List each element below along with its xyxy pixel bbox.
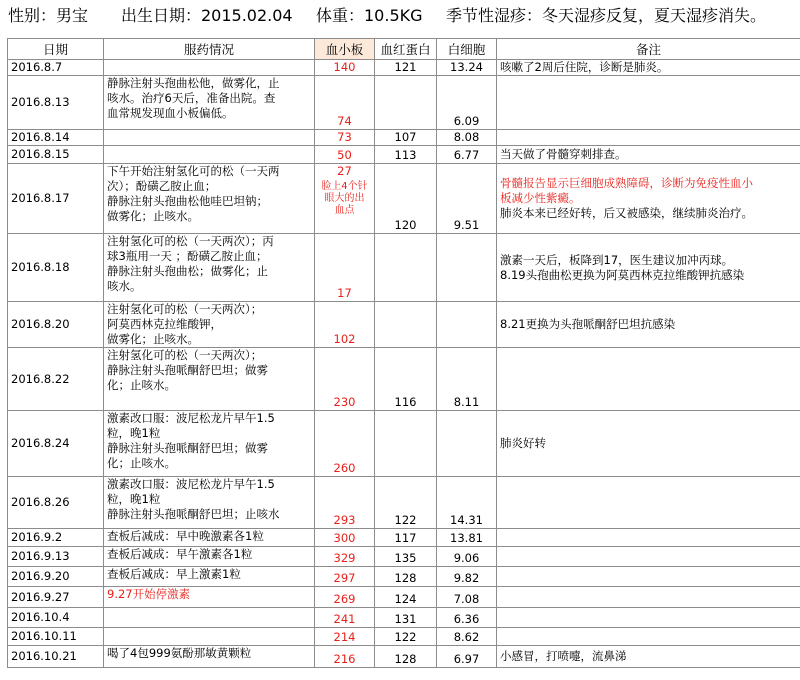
platelet-value: 297 bbox=[333, 571, 356, 585]
row-note bbox=[497, 547, 800, 567]
eczema-text: 季节性湿疹：冬天湿疹反复，夏天湿疹消失。 bbox=[446, 6, 767, 25]
row-platelet bbox=[315, 302, 375, 348]
row-platelet bbox=[315, 547, 375, 567]
remark-text: 激素一天后，板降到17，医生建议加冲丙球。 8.19头孢曲松更换为阿莫西林克拉维酸钾抗感染 bbox=[500, 252, 745, 282]
row-date: 2016.8.14 bbox=[8, 130, 104, 146]
row-wbc: 13.81 bbox=[437, 529, 497, 547]
table-row bbox=[8, 146, 800, 164]
row-hemoglobin bbox=[375, 411, 437, 477]
table-row bbox=[8, 76, 800, 130]
row-platelet bbox=[315, 646, 375, 668]
platelet-value: 140 bbox=[333, 60, 356, 74]
row-note bbox=[497, 130, 800, 146]
row-platelet bbox=[315, 529, 375, 547]
row-wbc: 8.62 bbox=[437, 628, 497, 646]
row-platelet bbox=[315, 608, 375, 628]
row-wbc: 9.06 bbox=[437, 547, 497, 567]
platelet-value: 214 bbox=[333, 630, 356, 644]
remark-text: 咳嗽了2周后住院，诊断是肺炎。 bbox=[500, 60, 669, 74]
row-date: 2016.8.15 bbox=[8, 146, 104, 164]
row-note bbox=[497, 348, 800, 411]
row-note bbox=[497, 60, 800, 76]
platelet-value: 260 bbox=[333, 461, 356, 475]
row-platelet bbox=[315, 628, 375, 646]
row-wbc bbox=[437, 302, 497, 348]
col-header-wbc: 白细胞 bbox=[437, 39, 497, 60]
table-row bbox=[8, 348, 800, 411]
row-hemoglobin bbox=[375, 302, 437, 348]
row-medication bbox=[104, 60, 315, 76]
row-platelet bbox=[315, 60, 375, 76]
remark-text: 肺炎本来已经好转，后又被感染，继续肺炎治疗。 bbox=[500, 206, 753, 220]
row-medication: 下午开始注射氢化可的松（一天两 次）；酚磺乙胺止血； 静脉注射头孢曲松他哇巴坦钠； 做雾化；止咳水。 bbox=[104, 164, 315, 234]
platelet-value: 293 bbox=[333, 513, 356, 527]
row-hemoglobin: 113 bbox=[375, 146, 437, 164]
col-header-date: 日期 bbox=[8, 39, 104, 60]
table-row bbox=[8, 646, 800, 668]
platelet-value: 329 bbox=[333, 551, 356, 565]
row-medication: 静脉注射头孢曲松他，做雾化，止 咳水。治疗6天后，准备出院。查 血常规发现血小板偏低。 bbox=[104, 76, 315, 130]
row-date: 2016.9.20 bbox=[8, 567, 104, 587]
row-wbc: 6.36 bbox=[437, 608, 497, 628]
row-platelet bbox=[315, 477, 375, 529]
gender-text: 性别：男宝 bbox=[8, 6, 89, 25]
row-wbc: 14.31 bbox=[437, 477, 497, 529]
row-hemoglobin: 128 bbox=[375, 646, 437, 668]
row-hemoglobin bbox=[375, 76, 437, 130]
row-hemoglobin: 121 bbox=[375, 60, 437, 76]
row-note bbox=[497, 76, 800, 130]
birth-date-text: 出生日期：2015.02.04 bbox=[121, 6, 293, 25]
row-date: 2016.9.13 bbox=[8, 547, 104, 567]
row-wbc: 9.51 bbox=[437, 164, 497, 234]
row-medication bbox=[104, 130, 315, 146]
row-hemoglobin: 117 bbox=[375, 529, 437, 547]
row-date: 2016.8.17 bbox=[8, 164, 104, 234]
platelet-value: 216 bbox=[333, 652, 356, 666]
platelet-annotation: 脸上4个针 眼大的出 血点 bbox=[321, 181, 368, 216]
table-row bbox=[8, 587, 800, 608]
remark-text: 肺炎好转 bbox=[500, 436, 546, 450]
row-note bbox=[497, 646, 800, 668]
row-medication bbox=[104, 608, 315, 628]
row-medication: 注射氢化可的松（一天两次）； 静脉注射头孢哌酮舒巴坦；做雾 化；止咳水。 bbox=[104, 348, 315, 411]
row-medication bbox=[104, 628, 315, 646]
platelet-value: 241 bbox=[333, 612, 356, 626]
table-row bbox=[8, 547, 800, 567]
col-header-medication: 服药情况 bbox=[104, 39, 315, 60]
row-note bbox=[497, 587, 800, 608]
table-row bbox=[8, 529, 800, 547]
table-row bbox=[8, 302, 800, 348]
row-date: 2016.8.22 bbox=[8, 348, 104, 411]
row-date: 2016.10.21 bbox=[8, 646, 104, 668]
row-hemoglobin: 107 bbox=[375, 130, 437, 146]
row-platelet bbox=[315, 587, 375, 608]
table-row bbox=[8, 411, 800, 477]
row-note bbox=[497, 567, 800, 587]
platelet-value: 230 bbox=[333, 395, 356, 409]
row-note bbox=[497, 146, 800, 164]
row-wbc: 13.24 bbox=[437, 60, 497, 76]
row-note bbox=[497, 608, 800, 628]
row-medication: 激素改口服：波尼松龙片早午1.5 粒，晚1粒 静脉注射头孢哌酮舒巴坦；止咳水 bbox=[104, 477, 315, 529]
platelet-value: 73 bbox=[337, 130, 352, 144]
row-platelet bbox=[315, 411, 375, 477]
row-wbc: 6.09 bbox=[437, 76, 497, 130]
diagnosis-note: 骨髓报告显示巨细胞成熟障碍，诊断为免疫性血小 板减少性紫癜。 bbox=[500, 176, 753, 205]
row-platelet bbox=[315, 567, 375, 587]
row-medication: 注射氢化可的松（一天两次）；丙 球3瓶用一天 ；酚磺乙胺止血； 静脉注射头孢曲松；做雾化；止 咳水。 bbox=[104, 234, 315, 302]
table-row bbox=[8, 628, 800, 646]
table-header-row bbox=[8, 39, 800, 60]
table-row bbox=[8, 567, 800, 587]
table-row bbox=[8, 477, 800, 529]
row-hemoglobin: 135 bbox=[375, 547, 437, 567]
row-date: 2016.8.24 bbox=[8, 411, 104, 477]
platelet-value: 74 bbox=[337, 114, 352, 128]
row-platelet bbox=[315, 348, 375, 411]
row-wbc: 9.82 bbox=[437, 567, 497, 587]
row-medication: 注射氢化可的松（一天两次）； 阿莫西林克拉维酸钾， 做雾化；止咳水。 bbox=[104, 302, 315, 348]
row-note bbox=[497, 411, 800, 477]
row-hemoglobin: 116 bbox=[375, 348, 437, 411]
row-date: 2016.8.18 bbox=[8, 234, 104, 302]
table-row bbox=[8, 234, 800, 302]
row-medication: 查板后减成：早上激素1粒 bbox=[104, 567, 315, 587]
row-hemoglobin: 131 bbox=[375, 608, 437, 628]
row-platelet bbox=[315, 130, 375, 146]
table-row bbox=[8, 130, 800, 146]
row-platelet bbox=[315, 164, 375, 234]
row-wbc: 7.08 bbox=[437, 587, 497, 608]
row-date: 2016.10.11 bbox=[8, 628, 104, 646]
row-date: 2016.8.26 bbox=[8, 477, 104, 529]
remark-text: 8.21更换为头孢哌酮舒巴坦抗感染 bbox=[500, 317, 676, 331]
row-medication bbox=[104, 146, 315, 164]
row-medication: 查板后减成：早中晚激素各1粒 bbox=[104, 529, 315, 547]
platelet-value: 27 bbox=[337, 164, 352, 178]
col-header-platelet: 血小板 bbox=[315, 39, 375, 60]
row-date: 2016.8.20 bbox=[8, 302, 104, 348]
row-hemoglobin: 124 bbox=[375, 587, 437, 608]
row-date: 2016.8.7 bbox=[8, 60, 104, 76]
weight-text: 体重：10.5KG bbox=[316, 6, 423, 25]
row-note bbox=[497, 529, 800, 547]
col-header-hemoglobin: 血红蛋白 bbox=[375, 39, 437, 60]
row-wbc: 6.97 bbox=[437, 646, 497, 668]
table-row bbox=[8, 60, 800, 76]
row-date: 2016.8.13 bbox=[8, 76, 104, 130]
row-platelet bbox=[315, 234, 375, 302]
row-hemoglobin: 122 bbox=[375, 477, 437, 529]
row-medication: 喝了4包999氨酚那敏黄颗粒 bbox=[104, 646, 315, 668]
row-medication: 激素改口服：波尼松龙片早午1.5 粒，晚1粒 静脉注射头孢哌酮舒巴坦；做雾 化；止咳水。 bbox=[104, 411, 315, 477]
row-hemoglobin: 128 bbox=[375, 567, 437, 587]
remark-text: 当天做了骨髓穿刺排查。 bbox=[500, 147, 627, 161]
row-wbc bbox=[437, 411, 497, 477]
row-medication: 查板后减成：早午激素各1粒 bbox=[104, 547, 315, 567]
col-header-notes: 备注 bbox=[497, 39, 800, 60]
row-date: 2016.9.27 bbox=[8, 587, 104, 608]
row-wbc: 8.08 bbox=[437, 130, 497, 146]
row-wbc: 8.11 bbox=[437, 348, 497, 411]
platelet-value: 102 bbox=[333, 332, 356, 346]
platelet-value: 17 bbox=[337, 286, 352, 300]
platelet-value: 269 bbox=[333, 592, 356, 606]
row-hemoglobin bbox=[375, 234, 437, 302]
table-row bbox=[8, 608, 800, 628]
row-platelet bbox=[315, 76, 375, 130]
row-note bbox=[497, 628, 800, 646]
row-note bbox=[497, 164, 800, 234]
row-hemoglobin: 120 bbox=[375, 164, 437, 234]
remark-text: 小感冒，打喷嚏，流鼻涕 bbox=[500, 649, 627, 663]
row-wbc: 6.77 bbox=[437, 146, 497, 164]
platelet-value: 50 bbox=[337, 148, 352, 162]
row-medication: 9.27开始停激素 bbox=[104, 587, 315, 608]
row-date: 2016.9.2 bbox=[8, 529, 104, 547]
row-note bbox=[497, 477, 800, 529]
row-platelet bbox=[315, 146, 375, 164]
row-date: 2016.10.4 bbox=[8, 608, 104, 628]
table-row bbox=[8, 164, 800, 234]
row-note bbox=[497, 234, 800, 302]
row-wbc bbox=[437, 234, 497, 302]
medical-record-table bbox=[7, 38, 800, 668]
patient-header bbox=[0, 0, 800, 32]
row-hemoglobin: 122 bbox=[375, 628, 437, 646]
row-note bbox=[497, 302, 800, 348]
platelet-value: 300 bbox=[333, 531, 356, 545]
